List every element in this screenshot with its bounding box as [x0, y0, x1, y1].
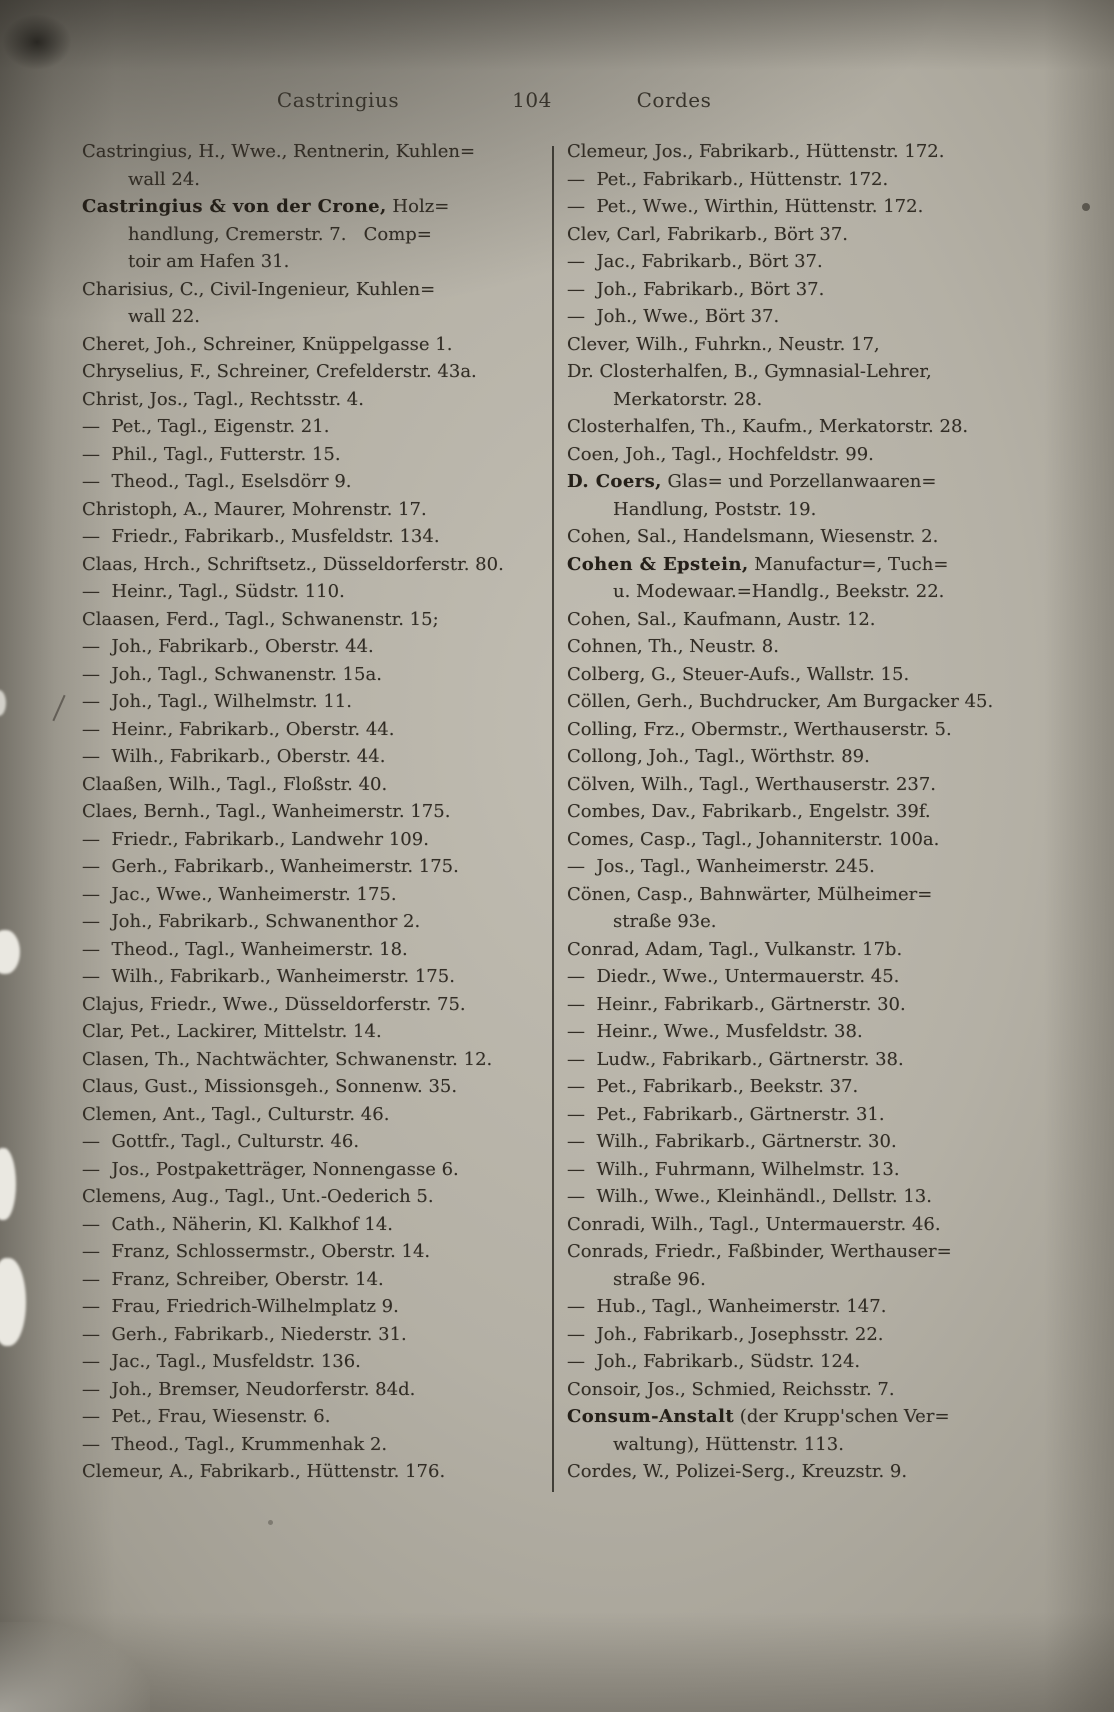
directory-entry: [567, 1211, 1053, 1239]
directory-column-left: [82, 138, 544, 1486]
directory-entry: [82, 661, 544, 689]
entry-line: — Wilh., Fuhrmann, Wilhelmstr. 13.: [567, 1158, 900, 1180]
directory-entry: [82, 1183, 544, 1211]
entry-line: — Diedr., Wwe., Untermauerstr. 45.: [567, 966, 900, 987]
entry-line: — Wilh., Wwe., Kleinhändl., Dellstr. 13.: [567, 1186, 932, 1207]
ink-blotch: [2, 14, 72, 70]
directory-entry: [567, 221, 1053, 249]
header-keyword-left: Castringius: [276, 88, 400, 112]
entry-line: Clemen, Ant., Tagl., Culturstr. 46.: [82, 1103, 390, 1125]
entry-line: Closterhalfen, Th., Kaufm., Merkatorstr. 28.: [567, 416, 969, 437]
entry-line: — Joh., Wwe., Bört 37.: [567, 306, 780, 327]
column-divider: [552, 146, 554, 1492]
entry-line-continuation: handlung, Cremerstr. 7. Comp=: [128, 223, 432, 245]
entry-line: Charisius, C., Civil-Ingenieur, Kuhlen=: [82, 278, 436, 300]
entry-line: — Friedr., Fabrikarb., Musfeldstr. 134.: [82, 526, 440, 547]
directory-entry: [567, 1458, 1053, 1486]
entry-line: — Heinr., Fabrikarb., Gärtnerstr. 30.: [567, 993, 906, 1015]
entry-line: Cohnen, Th., Neustr. 8.: [567, 636, 779, 657]
directory-entry: [567, 193, 1053, 221]
entry-line: — Jos., Tagl., Wanheimerstr. 245.: [567, 856, 875, 877]
entry-line: — Wilh., Fabrikarb., Wanheimerstr. 175.: [82, 966, 455, 987]
directory-entry: [82, 358, 544, 386]
directory-entry: [567, 1128, 1053, 1156]
directory-entry: [82, 1403, 544, 1431]
entry-line: — Pet., Wwe., Wirthin, Hüttenstr. 172.: [567, 196, 924, 217]
directory-entry: [82, 523, 544, 551]
directory-entry: [567, 1156, 1053, 1184]
directory-entry: [567, 716, 1053, 744]
directory-entry: [82, 688, 544, 716]
directory-entry: [82, 1266, 544, 1294]
directory-entry: [567, 1018, 1053, 1046]
entry-line: Cöllen, Gerh., Buchdrucker, Am Burgacker 45.: [567, 691, 994, 712]
entry-line: Clajus, Friedr., Wwe., Düsseldorferstr. 75.: [82, 993, 466, 1015]
entry-line: Cordes, W., Polizei-Serg., Kreuzstr. 9.: [567, 1461, 908, 1482]
entry-line: Clemeur, Jos., Fabrikarb., Hüttenstr. 172.: [567, 141, 945, 162]
directory-entry: [567, 1238, 1053, 1293]
directory-entry: [567, 1376, 1053, 1404]
directory-entry: [82, 991, 544, 1019]
entry-line: — Pet., Fabrikarb., Gärtnerstr. 31.: [567, 1103, 885, 1125]
directory-entry: [82, 276, 544, 331]
entry-line: Cheret, Joh., Schreiner, Knüppelgasse 1.: [82, 333, 453, 355]
directory-entry: [567, 413, 1053, 441]
entry-line: — Joh., Fabrikarb., Südstr. 124.: [567, 1351, 861, 1372]
directory-entry: [567, 523, 1053, 551]
directory-entry: [567, 248, 1053, 276]
directory-entry: [567, 1046, 1053, 1074]
entry-line: Christ, Jos., Tagl., Rechtsstr. 4.: [82, 388, 364, 410]
directory-entry: [567, 881, 1053, 936]
directory-entry: [567, 1101, 1053, 1129]
entry-name-bold: Cohen & Epstein,: [567, 553, 749, 575]
directory-entry: [567, 633, 1053, 661]
entry-line: — Joh., Tagl., Schwanenstr. 15a.: [82, 663, 382, 685]
directory-entry: [82, 771, 544, 799]
directory-entry: [82, 1211, 544, 1239]
directory-entry: [567, 1183, 1053, 1211]
entry-line: — Phil., Tagl., Futterstr. 15.: [82, 443, 341, 465]
directory-entry: [82, 331, 544, 359]
entry-line: — Gerh., Fabrikarb., Wanheimerstr. 175.: [82, 856, 459, 877]
entry-line: — Gerh., Fabrikarb., Niederstr. 31.: [82, 1323, 407, 1345]
paper-speck: [268, 1520, 273, 1525]
entry-line: — Wilh., Fabrikarb., Gärtnerstr. 30.: [567, 1131, 897, 1152]
entry-line: Clemens, Aug., Tagl., Unt.-Oederich 5.: [82, 1186, 434, 1207]
entry-line: Claasen, Ferd., Tagl., Schwanenstr. 15;: [82, 608, 439, 630]
entry-line-continuation: toir am Hafen 31.: [128, 251, 290, 272]
directory-entry: [82, 798, 544, 826]
directory-entry: [82, 496, 544, 524]
directory-entry: [567, 1073, 1053, 1101]
directory-entry: [567, 853, 1053, 881]
entry-line: Clar, Pet., Lackirer, Mittelstr. 14.: [82, 1021, 382, 1042]
directory-entry: [82, 908, 544, 936]
directory-entry: [567, 826, 1053, 854]
entry-line: Coen, Joh., Tagl., Hochfeldstr. 99.: [567, 443, 874, 465]
page-number: 104: [512, 88, 552, 112]
entry-line: — Franz, Schreiber, Oberstr. 14.: [82, 1268, 384, 1290]
directory-entry: [82, 1101, 544, 1129]
directory-entry: [82, 1458, 544, 1486]
entry-line: Christoph, A., Maurer, Mohrenstr. 17.: [82, 498, 427, 520]
entry-line: Clemeur, A., Fabrikarb., Hüttenstr. 176.: [82, 1461, 446, 1482]
entry-line-continuation: Handlung, Poststr. 19.: [613, 498, 817, 520]
entry-line-continuation: Merkatorstr. 28.: [613, 388, 763, 410]
directory-entry: [82, 1046, 544, 1074]
directory-entry: [567, 166, 1053, 194]
directory-entry: [567, 331, 1053, 359]
entry-line: — Joh., Fabrikarb., Schwanenthor 2.: [82, 911, 421, 932]
directory-entry: [567, 441, 1053, 469]
header-keyword-right: Cordes: [636, 88, 712, 112]
directory-entry: [567, 936, 1053, 964]
entry-line: Cohen & Epstein, Manufactur=, Tuch=: [567, 553, 949, 575]
entry-line: — Franz, Schlossermstr., Oberstr. 14.: [82, 1241, 431, 1262]
directory-entry: [82, 963, 544, 991]
entry-line: Clev, Carl, Fabrikarb., Bört 37.: [567, 223, 849, 245]
directory-entry: [82, 193, 544, 276]
entry-line: — Frau, Friedrich-Wilhelmplatz 9.: [82, 1296, 399, 1317]
directory-entry: [82, 853, 544, 881]
entry-line: — Jac., Tagl., Musfeldstr. 136.: [82, 1351, 361, 1372]
paper-damage-chip: [0, 1148, 16, 1220]
directory-entry: [567, 661, 1053, 689]
directory-entry: [567, 1403, 1053, 1458]
entry-line-continuation: waltung), Hüttenstr. 113.: [613, 1433, 844, 1455]
entry-line: — Jos., Postpaketträger, Nonnengasse 6.: [82, 1158, 459, 1180]
directory-entry: [567, 743, 1053, 771]
entry-name-bold: Consum-Anstalt: [567, 1406, 735, 1427]
entry-line: D. Coers, Glas= und Porzellanwaaren=: [567, 471, 937, 492]
entry-line-continuation: wall 22.: [128, 306, 200, 327]
entry-line: — Friedr., Fabrikarb., Landwehr 109.: [82, 828, 429, 850]
entry-line: — Jac., Wwe., Wanheimerstr. 175.: [82, 883, 397, 905]
entry-line: Conradi, Wilh., Tagl., Untermauerstr. 46.: [567, 1213, 941, 1235]
entry-line: — Wilh., Fabrikarb., Oberstr. 44.: [82, 746, 386, 767]
paper-corner-wear: [0, 1622, 150, 1712]
entry-line: — Pet., Fabrikarb., Beekstr. 37.: [567, 1076, 859, 1097]
margin-pen-mark: [52, 695, 65, 721]
directory-entry: [82, 413, 544, 441]
directory-entry: [567, 688, 1053, 716]
entry-line: Castringius & von der Crone, Holz=: [82, 196, 450, 217]
entry-line: — Theod., Tagl., Wanheimerstr. 18.: [82, 938, 408, 960]
directory-entry: [82, 881, 544, 909]
entry-line: — Jac., Fabrikarb., Bört 37.: [567, 251, 823, 272]
directory-entry: [82, 551, 544, 579]
directory-entry: [567, 991, 1053, 1019]
directory-entry: [82, 1321, 544, 1349]
entry-line: Cohen, Sal., Kaufmann, Austr. 12.: [567, 608, 876, 630]
entry-line: Cölven, Wilh., Tagl., Werthauserstr. 237.: [567, 773, 937, 795]
entry-line-continuation: straße 96.: [613, 1268, 706, 1290]
directory-entry: [567, 798, 1053, 826]
directory-entry: [567, 276, 1053, 304]
directory-entry: [567, 468, 1053, 523]
entry-line: — Hub., Tagl., Wanheimerstr. 147.: [567, 1296, 887, 1317]
entry-line: — Theod., Tagl., Eselsdörr 9.: [82, 471, 352, 492]
entry-line: Dr. Closterhalfen, B., Gymnasial-Lehrer,: [567, 361, 932, 382]
entry-line: Colberg, G., Steuer-Aufs., Wallstr. 15.: [567, 663, 910, 685]
directory-entry: [82, 138, 544, 193]
directory-entry: [82, 1376, 544, 1404]
directory-entry: [82, 743, 544, 771]
entry-line: Claaßen, Wilh., Tagl., Floßstr. 40.: [82, 773, 388, 795]
directory-column-right: [567, 138, 1053, 1486]
entry-line: Claus, Gust., Missionsgeh., Sonnenw. 35.: [82, 1076, 458, 1097]
entry-line: — Ludw., Fabrikarb., Gärtnerstr. 38.: [567, 1048, 904, 1070]
directory-entry: [82, 1293, 544, 1321]
entry-line: Chryselius, F., Schreiner, Crefelderstr. 43a.: [82, 361, 477, 382]
entry-line: — Joh., Tagl., Wilhelmstr. 11.: [82, 691, 352, 712]
entry-line: Claes, Bernh., Tagl., Wanheimerstr. 175.: [82, 801, 451, 822]
entry-line: Colling, Frz., Obermstr., Werthauserstr. 5.: [567, 718, 952, 740]
directory-entry: [82, 716, 544, 744]
entry-name-bold: D. Coers,: [567, 471, 662, 492]
directory-entry: [82, 1156, 544, 1184]
entry-line: — Cath., Näherin, Kl. Kalkhof 14.: [82, 1213, 393, 1235]
entry-line-continuation: u. Modewaar.=Handlg., Beekstr. 22.: [613, 581, 945, 602]
entry-line: Conrad, Adam, Tagl., Vulkanstr. 17b.: [567, 938, 903, 960]
directory-entry: [82, 936, 544, 964]
directory-entry: [567, 303, 1053, 331]
entry-line: Conrads, Friedr., Faßbinder, Werthauser=: [567, 1241, 952, 1262]
entry-line: — Joh., Fabrikarb., Josephsstr. 22.: [567, 1323, 884, 1345]
paper-damage-chip: [0, 930, 20, 974]
directory-entry: [82, 606, 544, 634]
entry-line: Combes, Dav., Fabrikarb., Engelstr. 39f.: [567, 801, 931, 822]
directory-entry: [82, 386, 544, 414]
entry-line: — Heinr., Fabrikarb., Oberstr. 44.: [82, 718, 395, 740]
entry-line-continuation: straße 93e.: [613, 911, 717, 932]
entry-line: — Theod., Tagl., Krummenhak 2.: [82, 1433, 388, 1455]
directory-entry: [82, 578, 544, 606]
directory-entry: [82, 1238, 544, 1266]
page-header: [0, 88, 1114, 118]
entry-name-bold: Castringius & von der Crone,: [82, 196, 387, 217]
entry-line: Consoir, Jos., Schmied, Reichsstr. 7.: [567, 1378, 895, 1400]
entry-line: — Pet., Frau, Wiesenstr. 6.: [82, 1406, 331, 1427]
directory-entry: [82, 1073, 544, 1101]
directory-entry: [567, 963, 1053, 991]
entry-line: Collong, Joh., Tagl., Wörthstr. 89.: [567, 746, 870, 767]
directory-entry: [567, 1321, 1053, 1349]
directory-entry: [567, 771, 1053, 799]
entry-line: Clever, Wilh., Fuhrkn., Neustr. 17,: [567, 333, 880, 355]
directory-entry: [567, 358, 1053, 413]
directory-entry: [82, 1431, 544, 1459]
directory-entry: [567, 606, 1053, 634]
entry-line: Comes, Casp., Tagl., Johanniterstr. 100a.: [567, 828, 940, 850]
entry-line: — Heinr., Wwe., Musfeldstr. 38.: [567, 1021, 863, 1042]
entry-line: — Pet., Fabrikarb., Hüttenstr. 172.: [567, 168, 889, 190]
directory-entry: [567, 138, 1053, 166]
entry-line: Castringius, H., Wwe., Rentnerin, Kuhlen=: [82, 141, 476, 162]
directory-entry: [82, 1348, 544, 1376]
entry-line: — Pet., Tagl., Eigenstr. 21.: [82, 416, 330, 437]
directory-entry: [82, 826, 544, 854]
entry-line: Claas, Hrch., Schriftsetz., Düsseldorferstr. 80.: [82, 553, 504, 575]
paper-damage-chip: [0, 1258, 26, 1346]
entry-line: — Joh., Fabrikarb., Bört 37.: [567, 278, 825, 300]
paper-damage-chip: [0, 690, 6, 716]
directory-entry: [82, 441, 544, 469]
directory-entry: [82, 468, 544, 496]
directory-entry: [82, 633, 544, 661]
directory-entry: [567, 1293, 1053, 1321]
entry-line: — Gottfr., Tagl., Culturstr. 46.: [82, 1131, 360, 1152]
entry-line: Clasen, Th., Nachtwächter, Schwanenstr. 12.: [82, 1048, 493, 1070]
entry-line: Cohen, Sal., Handelsmann, Wiesenstr. 2.: [567, 526, 939, 547]
entry-line: Consum-Anstalt (der Krupp'schen Ver=: [567, 1406, 950, 1427]
directory-entry: [567, 1348, 1053, 1376]
entry-line: Cönen, Casp., Bahnwärter, Mülheimer=: [567, 883, 933, 905]
entry-line-continuation: wall 24.: [128, 168, 200, 190]
directory-entry: [82, 1018, 544, 1046]
directory-entry: [82, 1128, 544, 1156]
paper-speck: [1082, 203, 1090, 211]
entry-line: — Joh., Bremser, Neudorferstr. 84d.: [82, 1378, 416, 1400]
entry-line: — Heinr., Tagl., Südstr. 110.: [82, 581, 345, 602]
directory-entry: [567, 551, 1053, 606]
entry-line: — Joh., Fabrikarb., Oberstr. 44.: [82, 636, 374, 657]
